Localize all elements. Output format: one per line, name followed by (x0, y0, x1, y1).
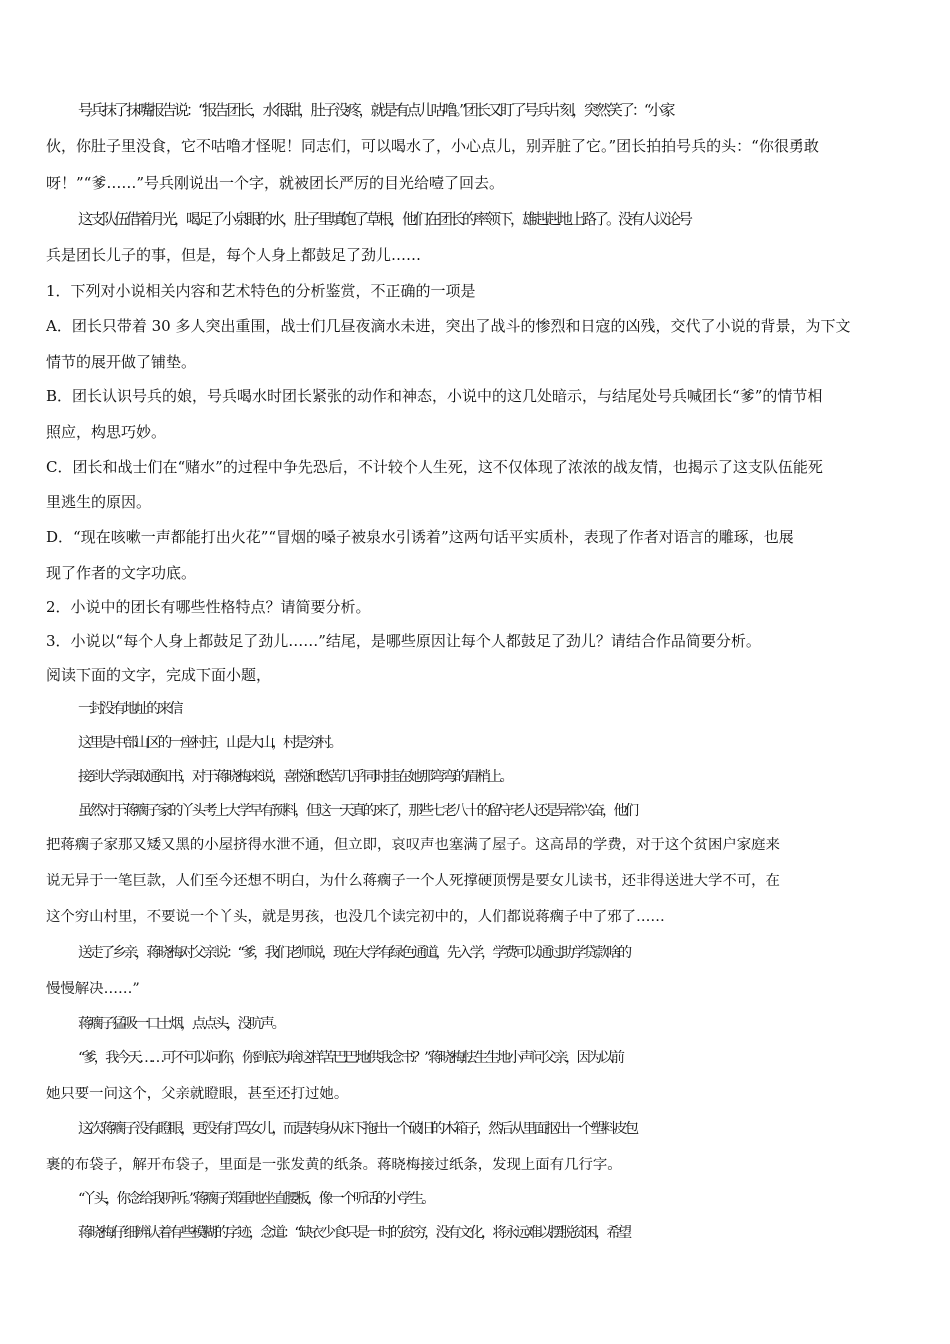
question-3: 3．小说以“每个人身上都鼓足了劲儿……”结尾，是哪些原因让每个人都鼓足了劲儿？请结合作品简要分析。 (46, 632, 761, 650)
text-line: 裹的布袋子，解开布袋子，里面是一张发黄的纸条。蒋晓梅接过纸条，发现上面有几行字。 (46, 1157, 622, 1173)
text-line: 兵是团长儿子的事，但是，每个人身上都鼓足了劲儿…… (46, 246, 422, 264)
text-line: 说无异于一笔巨款，人们至今还想不明白，为什么蒋瘸子一个人死撑硬顶愣是要女儿读书，还非得送进大学不可，在 (46, 873, 780, 889)
text-line: 蒋瘸子猛吸一口土烟，点点头，没吭声。 (78, 1016, 284, 1032)
text-line: 这次蒋瘸子没有瞪眼，更没有打骂女儿，而是转身从床下拖出一个破旧的木箱子，然后从里面抠出一个塑料皮包 (78, 1121, 637, 1137)
text-line: 呀！”“爹……”号兵刚说出一个字，就被团长严厉的目光给噎了回去。 (46, 174, 505, 192)
story-title: 一封没有地址的来信 (78, 701, 181, 717)
question-1: 1．下列对小说相关内容和艺术特色的分析鉴赏，不正确的一项是 (46, 282, 476, 300)
text-line: 虽然对于蒋瘸子家的丫头考上大学早有预料，但这一天真的来了，那些七老八十的留守老人还是异常兴奋，他们 (78, 803, 637, 819)
text-line: 号兵抹了抹嘴报告说：“报告团长，水很甜，肚子没疼，就是有点儿咕噜。”团长又盯了号兵片刻，突然笑了：“小家 (78, 101, 673, 119)
text-line: 接到大学录取通知书，对于蒋晓梅来说，喜悦和愁苦几乎同时挂在她那弯弯的眉梢上。 (78, 769, 511, 785)
option-b-cont: 照应，构思巧妙。 (46, 423, 167, 441)
option-d-cont: 现了作者的文字功底。 (46, 564, 197, 582)
option-d: D．“现在咳嗽一声都能打出火花”“冒烟的嗓子被泉水引诱着”这两句话平实质朴，表现了作者对语言的雕琢，也展 (46, 528, 794, 546)
text-line: 这个穷山村里，不要说一个丫头，就是男孩，也没几个读完初中的，人们都说蒋瘸子中了邪了…… (46, 909, 665, 925)
option-c: C．团长和战士们在“赌水”的过程中争先恐后，不计较个人生死，这不仅体现了浓浓的战友情，也揭示了这支队伍能死 (46, 458, 823, 476)
option-b: B．团长认识号兵的娘，号兵喝水时团长紧张的动作和神态，小说中的这几处暗示，与结尾处号兵喊团长“爹”的情节相 (46, 387, 823, 405)
text-line: “丫头，你念给我听听。”蒋瘸子郑重地坐直腰板，像一个听话的小学生。 (78, 1191, 433, 1207)
text-line: 伙，你肚子里没食，它不咕噜才怪呢！同志们，可以喝水了，小心点儿，别弄脏了它。”团长拍拍号兵的头：“你很勇敢 (46, 137, 819, 155)
question-2: 2．小说中的团长有哪些性格特点？请简要分析。 (46, 598, 371, 616)
reading-instruction: 阅读下面的文字，完成下面小题， (46, 666, 272, 684)
text-line: 这里是中部山区的一座村庄，山是大山，村是穷村。 (78, 735, 340, 751)
text-line: 把蒋瘸子家那又矮又黑的小屋挤得水泄不通，但立即，哀叹声也塞满了屋子。这高昂的学费，对于这个贫困户家庭来 (46, 837, 780, 853)
text-line: 送走了乡亲，蒋晓梅对父亲说：“爹，我们老师说，现在大学有绿色通道，先入学，学费可以通过助学贷款啥的 (78, 945, 630, 961)
option-a-cont: 情节的展开做了铺垫。 (46, 353, 197, 371)
text-line: 慢慢解决……” (46, 981, 140, 997)
option-a: A．团长只带着 30 多人突出重围，战士们几昼夜滴水未进，突出了战斗的惨烈和日寇的凶残，交代了小说的背景，为下文 (46, 317, 851, 335)
text-line: 蒋晓梅仔细辨认着有些模糊的字迹，念道：“缺衣少食只是一时的贫穷，没有文化，将永远难以摆脱贫困，希望 (78, 1225, 630, 1241)
text-line: “爹，我今天……可不可以问你，你到底为啥这样苦巴巴地供我念书？”蒋晓梅怯生生地小声问父亲，因为以前 (78, 1050, 623, 1066)
text-line: 这支队伍借着月光，喝足了小泉眼的水，肚子里填饱了草根，他们在团长的率领下，雄赳赳地上路了。没有人议论号 (78, 210, 691, 228)
text-line: 她只要一问这个，父亲就瞪眼，甚至还打过她。 (46, 1086, 349, 1102)
option-c-cont: 里逃生的原因。 (46, 493, 152, 511)
